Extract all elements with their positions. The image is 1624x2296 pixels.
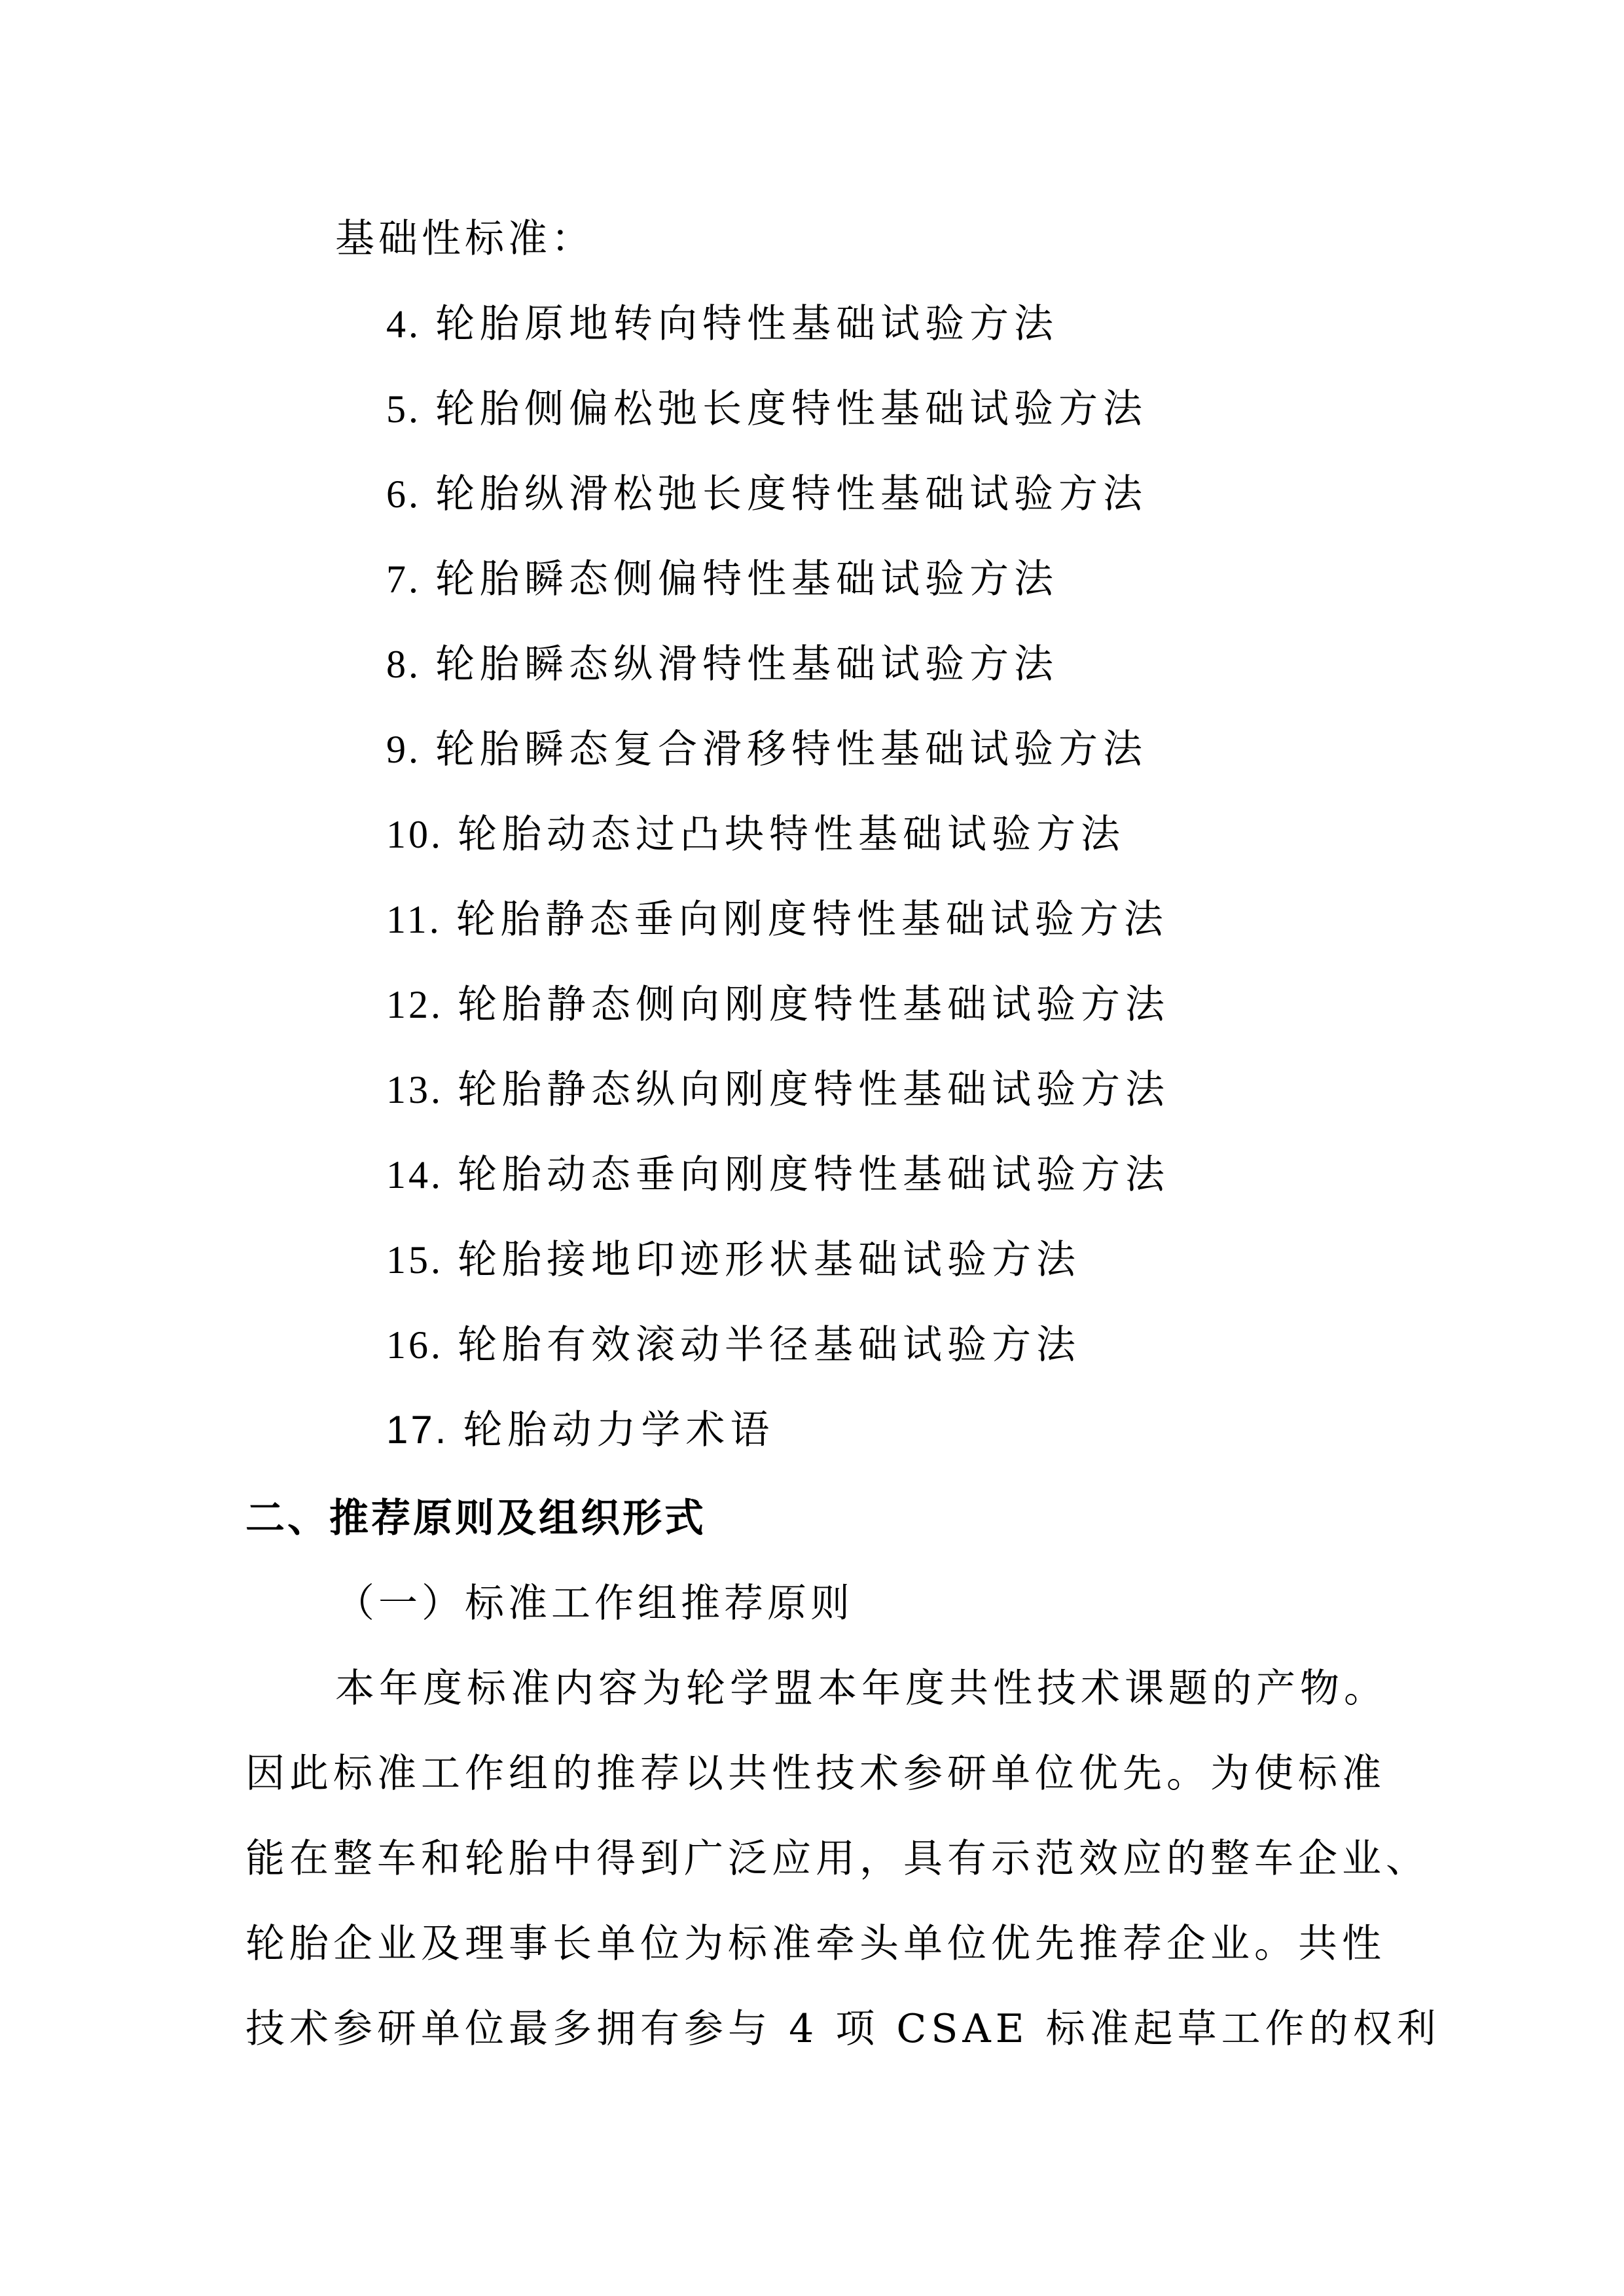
paragraph-line: 能在整车和轮胎中得到广泛应用，具有示范效应的整车企业、 — [245, 1836, 1430, 1882]
item-title: 轮胎动态过凸块特性基础试验方法 — [458, 812, 1125, 857]
list-item — [386, 638, 1170, 723]
paragraph-line: 轮胎企业及理事长单位为标准牵头单位优先推荐企业。共性 — [245, 1921, 1386, 1967]
item-title: 轮胎原地转向特性基础试验方法 — [435, 301, 1058, 347]
standards-list — [386, 298, 1170, 1489]
item-number: 11. — [386, 898, 442, 941]
item-number: 9. — [386, 728, 421, 771]
item-title: 轮胎瞬态复合滑移特性基础试验方法 — [435, 726, 1147, 772]
item-number: 6. — [386, 473, 421, 516]
intro-label: 基础性标准： — [335, 216, 594, 262]
list-item — [386, 1234, 1170, 1319]
item-title: 轮胎侧偏松弛长度特性基础试验方法 — [435, 386, 1147, 432]
item-number: 7. — [386, 558, 421, 601]
list-item — [386, 893, 1170, 978]
item-number: 13. — [386, 1068, 443, 1111]
list-item — [386, 1064, 1170, 1149]
item-number: 14. — [386, 1153, 443, 1196]
item-title: 轮胎瞬态纵滑特性基础试验方法 — [435, 641, 1058, 687]
item-title: 轮胎瞬态侧偏特性基础试验方法 — [435, 556, 1058, 602]
list-item — [386, 468, 1170, 553]
item-title: 轮胎有效滚动半径基础试验方法 — [458, 1322, 1081, 1368]
list-item — [386, 723, 1170, 808]
item-title: 轮胎纵滑松弛长度特性基础试验方法 — [435, 471, 1147, 517]
item-number: 15. — [386, 1238, 443, 1282]
list-item — [386, 1149, 1170, 1234]
item-number: 17. — [386, 1408, 449, 1452]
item-number: 16. — [386, 1323, 443, 1367]
item-number: 4. — [386, 302, 421, 346]
item-number: 10. — [386, 813, 443, 856]
item-title: 轮胎接地印迹形状基础试验方法 — [458, 1237, 1081, 1283]
list-item — [386, 808, 1170, 893]
item-title: 轮胎静态侧向刚度特性基础试验方法 — [458, 982, 1170, 1028]
section-heading: 二、推荐原则及组织形式 — [245, 1496, 706, 1541]
item-number: 8. — [386, 643, 421, 686]
item-title: 轮胎动态垂向刚度特性基础试验方法 — [458, 1152, 1170, 1198]
paragraph-line: 因此标准工作组的推荐以共性技术参研单位优先。为使标准 — [245, 1751, 1386, 1797]
item-title: 轮胎动力学术语 — [463, 1407, 775, 1453]
list-item — [386, 1319, 1170, 1404]
list-item — [386, 978, 1170, 1064]
paragraph-line: 本年度标准内容为轮学盟本年度共性技术课题的产物。 — [335, 1666, 1388, 1712]
paragraph-line: 技术参研单位最多拥有参与 4 项 CSAE 标准起草工作的权利 — [245, 2006, 1441, 2052]
list-item — [386, 298, 1170, 383]
sub-heading: （一）标准工作组推荐原则 — [335, 1581, 854, 1626]
item-title: 轮胎静态垂向刚度特性基础试验方法 — [456, 897, 1168, 942]
list-item — [386, 383, 1170, 468]
list-item — [386, 553, 1170, 638]
list-item — [386, 1404, 1170, 1489]
item-title: 轮胎静态纵向刚度特性基础试验方法 — [458, 1067, 1170, 1113]
item-number: 12. — [386, 983, 443, 1026]
body-paragraph — [245, 1662, 1441, 2088]
item-number: 5. — [386, 387, 421, 431]
